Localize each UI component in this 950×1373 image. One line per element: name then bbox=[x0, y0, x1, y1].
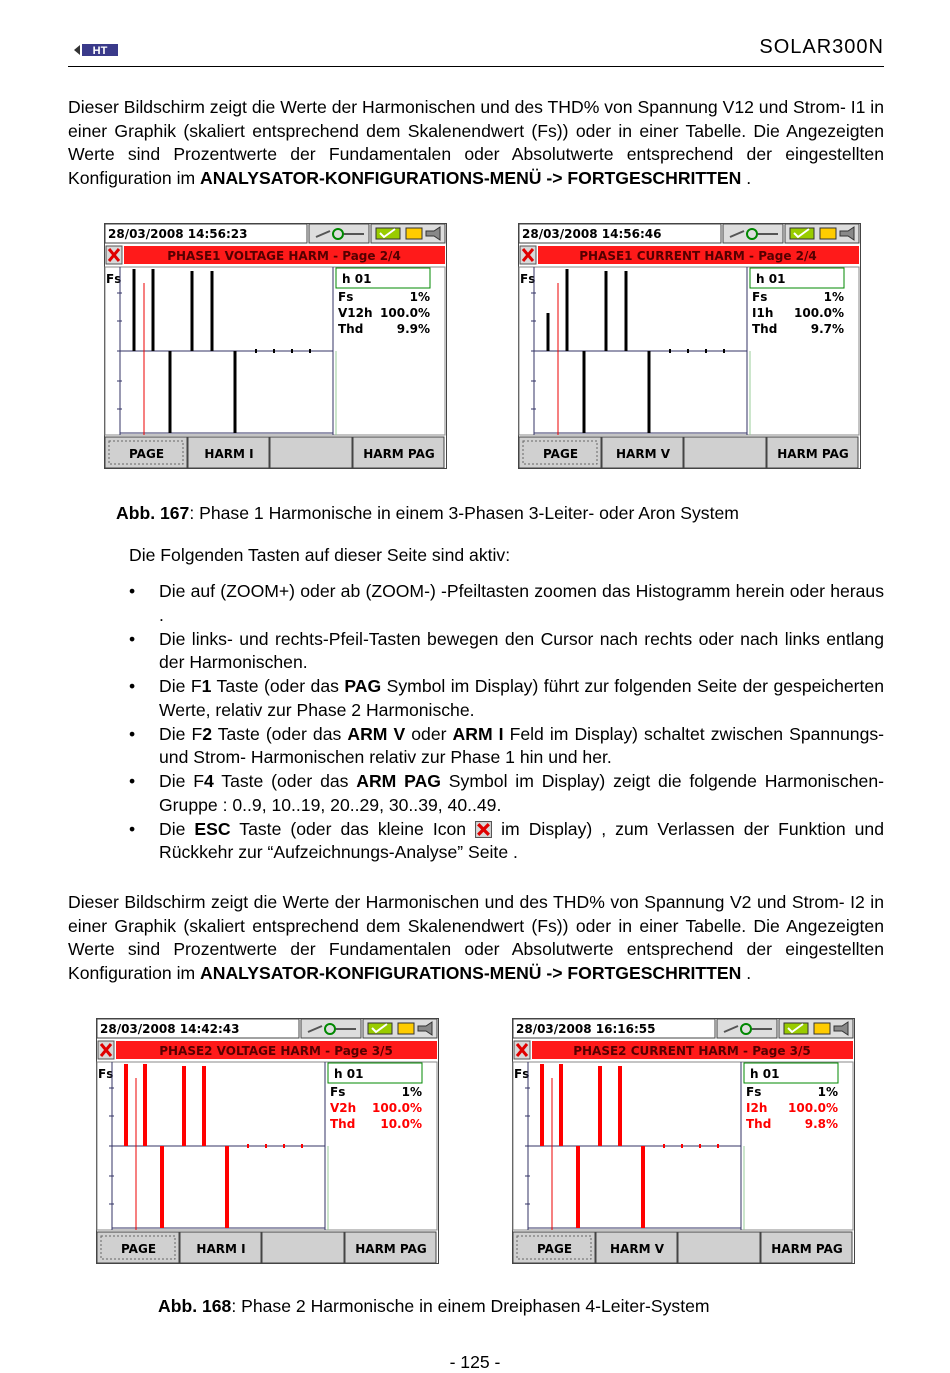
softkey-button[interactable] bbox=[684, 437, 766, 468]
analyzer-screen bbox=[512, 1018, 855, 1264]
screen-phase1-current bbox=[518, 223, 861, 469]
key-description-item: • Die F2 Taste (oder das ARM V oder ARM I Feld im Display) schaltet zwischen Spannungs- und Strom- Harmonischen relativ zur Phase 1 hin und her. bbox=[129, 723, 885, 768]
paragraph-1: Dieser Bildschirm zeigt die Werte der Harmonischen und des THD% von Spannung V12 und Strom- I1 in einer Graphik (skaliert entsprechend dem Skalenendwert (Fs)) oder in einer Tabelle. Die Angezeigten Werte sind Prozentwerte der Fundamentalen oder Absolutwerte entsprechend der eingestellten Konfiguration im ANALYSATOR-KONFIGURATIONS-MENÜ -> FORTGESCHRITTEN . bbox=[68, 97, 884, 188]
bullet-dot: • bbox=[129, 771, 136, 792]
bullet-dot: • bbox=[129, 676, 136, 697]
info-value: 100.0% bbox=[372, 1101, 422, 1115]
close-icon bbox=[475, 821, 492, 838]
info-label: V12h bbox=[338, 306, 373, 320]
bullet-dot: • bbox=[129, 581, 136, 601]
svg-text:PAGE: PAGE bbox=[128, 447, 165, 461]
svg-text:HARM V: HARM V bbox=[610, 1242, 664, 1256]
svg-text:PAGE: PAGE bbox=[542, 447, 579, 461]
fs-axis-label: Fs bbox=[514, 1067, 530, 1081]
bullet-dot: • bbox=[129, 818, 136, 839]
bullet-dot: • bbox=[129, 723, 136, 744]
info-value: 1% bbox=[817, 1085, 838, 1099]
svg-text:HARM PAG: HARM PAG bbox=[771, 1242, 843, 1256]
info-label: Thd bbox=[752, 322, 778, 336]
screen-phase2-voltage bbox=[96, 1018, 439, 1264]
datetime-text: 28/03/2008 14:56:46 bbox=[522, 227, 662, 241]
softkey-button[interactable] bbox=[767, 437, 858, 468]
info-label: Thd bbox=[338, 322, 364, 336]
softkey-button[interactable] bbox=[262, 1232, 344, 1263]
info-value: 100.0% bbox=[380, 306, 430, 320]
info-value: 1% bbox=[823, 290, 844, 304]
close-icon[interactable] bbox=[106, 246, 122, 264]
svg-text:PAGE: PAGE bbox=[536, 1242, 573, 1256]
screen-title: PHASE1 CURRENT HARM - Page 2/4 bbox=[579, 249, 817, 263]
softkey-button[interactable] bbox=[761, 1232, 852, 1263]
svg-text:PAGE: PAGE bbox=[120, 1242, 157, 1256]
fs-axis-label: Fs bbox=[106, 272, 122, 286]
info-value: 10.0% bbox=[380, 1117, 422, 1131]
analyzer-screen bbox=[518, 223, 861, 469]
softkey-button[interactable] bbox=[353, 437, 444, 468]
header-rule bbox=[68, 66, 884, 67]
softkey-button[interactable] bbox=[188, 437, 269, 468]
svg-text:HARM PAG: HARM PAG bbox=[355, 1242, 427, 1256]
softkey-button[interactable] bbox=[513, 1232, 595, 1263]
info-label: Thd bbox=[330, 1117, 356, 1131]
close-icon[interactable] bbox=[98, 1041, 114, 1059]
softkey-button[interactable] bbox=[602, 437, 683, 468]
key-description-item: • Die links- und rechts-Pfeil-Tasten bewegen den Cursor nach rechts oder nach links entlang der Harmonischen. bbox=[129, 628, 884, 673]
svg-text:HARM PAG: HARM PAG bbox=[777, 447, 849, 461]
info-value: 9.7% bbox=[810, 322, 844, 336]
info-value: 9.8% bbox=[804, 1117, 838, 1131]
info-value: 9.9% bbox=[396, 322, 430, 336]
softkey-button[interactable] bbox=[596, 1232, 677, 1263]
keys-intro: Die Folgenden Tasten auf dieser Seite sind aktiv: bbox=[129, 545, 511, 565]
key-description-item: • Die auf (ZOOM+) oder ab (ZOOM-) -Pfeiltasten zoomen das Histogramm herein oder heraus . bbox=[129, 581, 884, 625]
screen-title: PHASE1 VOLTAGE HARM - Page 2/4 bbox=[167, 249, 401, 263]
info-label: Fs bbox=[330, 1085, 346, 1099]
softkey-button[interactable] bbox=[345, 1232, 436, 1263]
logo-text: HT bbox=[92, 45, 108, 57]
info-label: Thd bbox=[746, 1117, 772, 1131]
svg-text:HARM V: HARM V bbox=[616, 447, 670, 461]
datetime-text: 28/03/2008 14:56:23 bbox=[108, 227, 248, 241]
info-label: I2h bbox=[746, 1101, 768, 1115]
svg-text:HARM I: HARM I bbox=[204, 447, 254, 461]
keys-list bbox=[129, 580, 884, 865]
caption-abb168: Abb. 168: Phase 2 Harmonische in einem Dreiphasen 4-Leiter-System bbox=[158, 1296, 710, 1316]
bullet-dot: • bbox=[129, 628, 136, 649]
softkey-button[interactable] bbox=[180, 1232, 261, 1263]
info-label: Fs bbox=[746, 1085, 762, 1099]
screen-phase1-voltage bbox=[104, 223, 447, 469]
softkey-button[interactable] bbox=[678, 1232, 760, 1263]
info-label: I1h bbox=[752, 306, 774, 320]
harmonic-order: h 01 bbox=[334, 1067, 364, 1081]
fs-axis-label: Fs bbox=[98, 1067, 114, 1081]
ht-logo bbox=[72, 42, 120, 58]
harmonic-order: h 01 bbox=[756, 272, 786, 286]
datetime-text: 28/03/2008 16:16:55 bbox=[516, 1022, 656, 1036]
caption-abb167: Abb. 167: Phase 1 Harmonische in einem 3-Phasen 3-Leiter- oder Aron System bbox=[116, 503, 739, 523]
info-label: V2h bbox=[330, 1101, 357, 1115]
softkey-button[interactable] bbox=[519, 437, 601, 468]
page-number: - 125 - bbox=[449, 1352, 501, 1372]
info-value: 1% bbox=[401, 1085, 422, 1099]
softkey-button[interactable] bbox=[270, 437, 352, 468]
analyzer-screen bbox=[96, 1018, 439, 1264]
info-value: 100.0% bbox=[788, 1101, 838, 1115]
info-label: Fs bbox=[752, 290, 768, 304]
screen-phase2-current bbox=[512, 1018, 855, 1264]
key-description-item: • Die F1 Taste (oder das PAG Symbol im Display) führt zur folgenden Seite der gespeicherten Werte, relativ zur Phase 2 Harmonische. bbox=[129, 676, 884, 720]
close-icon[interactable] bbox=[520, 246, 536, 264]
info-label: Fs bbox=[338, 290, 354, 304]
svg-text:HARM I: HARM I bbox=[196, 1242, 246, 1256]
softkey-button[interactable] bbox=[97, 1232, 179, 1263]
screen-title: PHASE2 CURRENT HARM - Page 3/5 bbox=[573, 1044, 811, 1058]
key-description-item: • Die ESC Taste (oder das kleine Icon im Display) , zum Verlassen der Funktion und Rückkehr zur “Aufzeichnungs-Analyse” Seite . bbox=[129, 818, 884, 863]
paragraph-2: Dieser Bildschirm zeigt die Werte der Harmonischen und des THD% von Spannung V2 und Strom- I2 in einer Graphik (skaliert entsprechend dem Skalenendwert (Fs)) oder in einer Tabelle. Die Angezeigten Werte sind Prozentwerte der Fundamentalen oder Absolutwerte entsprechend der eingestellten Konfiguration im ANALYSATOR-KONFIGURATIONS-MENÜ -> FORTGESCHRITTEN . bbox=[68, 892, 884, 983]
datetime-text: 28/03/2008 14:42:43 bbox=[100, 1022, 240, 1036]
analyzer-screen bbox=[104, 223, 447, 469]
screen-title: PHASE2 VOLTAGE HARM - Page 3/5 bbox=[159, 1044, 393, 1058]
fs-axis-label: Fs bbox=[520, 272, 536, 286]
close-icon[interactable] bbox=[514, 1041, 530, 1059]
info-value: 100.0% bbox=[794, 306, 844, 320]
svg-text:HARM PAG: HARM PAG bbox=[363, 447, 435, 461]
harmonic-order: h 01 bbox=[342, 272, 372, 286]
harmonic-order: h 01 bbox=[750, 1067, 780, 1081]
key-description-item: • Die F4 Taste (oder das ARM PAG Symbol im Display) zeigt die folgende Harmonischen-Gruppe : 0..9, 10..19, 20..29, 30..39, 40..49. bbox=[129, 771, 884, 815]
info-value: 1% bbox=[409, 290, 430, 304]
softkey-button[interactable] bbox=[105, 437, 187, 468]
brand-title: SOLAR300N bbox=[759, 36, 884, 58]
